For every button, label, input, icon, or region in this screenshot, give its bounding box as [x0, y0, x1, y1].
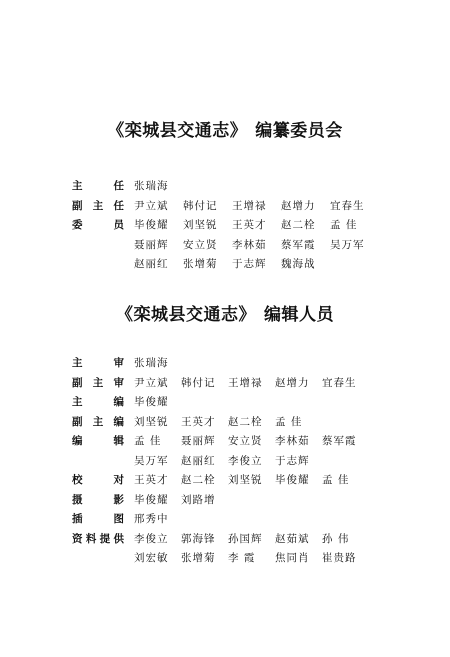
credit-row — [0, 471, 450, 491]
name-list — [134, 374, 369, 394]
person-name: 刘坚锐 — [134, 415, 169, 428]
name-list — [134, 471, 369, 491]
committee-list — [0, 177, 450, 275]
person-name: 张增菊 — [183, 258, 218, 270]
person-name: 赵增力 — [275, 376, 310, 389]
person-name: 李 霞 — [228, 552, 256, 564]
credit-row — [0, 549, 450, 569]
credit-row — [0, 177, 450, 197]
person-name: 刘路增 — [181, 493, 216, 506]
person-name: 张增菊 — [181, 552, 216, 564]
person-name: 毕俊耀 — [134, 219, 169, 231]
name-list — [134, 393, 181, 413]
name-list — [134, 354, 181, 374]
person-name: 赵增力 — [281, 199, 316, 212]
credit-row — [0, 255, 450, 275]
name-list — [134, 413, 322, 433]
person-name: 李俊立 — [134, 532, 169, 545]
role-label: 副 主 任 — [72, 199, 124, 212]
person-name: 李俊立 — [228, 454, 263, 467]
role-label: 插 图 — [72, 513, 124, 525]
person-name: 崔贵路 — [322, 552, 357, 564]
credit-row — [0, 530, 450, 550]
person-name: 王增禄 — [228, 376, 263, 389]
role-label: 校 对 — [72, 474, 124, 486]
person-name: 刘坚锐 — [228, 474, 263, 486]
role-label: 副 主 审 — [72, 376, 124, 389]
credit-row — [0, 374, 450, 394]
person-name: 李林茹 — [275, 435, 310, 447]
person-name: 刘坚锐 — [183, 219, 218, 231]
person-name: 韩付记 — [183, 199, 218, 212]
person-name: 焦同肖 — [275, 552, 310, 564]
role-label: 主 审 — [72, 357, 124, 369]
role-label: 副 主 编 — [72, 415, 124, 428]
name-list — [134, 216, 379, 236]
credit-row — [0, 432, 450, 452]
credit-row — [0, 197, 450, 217]
credit-row — [0, 216, 450, 236]
person-name: 魏海战 — [281, 258, 316, 270]
person-name: 赵二栓 — [281, 219, 316, 231]
name-list — [134, 452, 322, 472]
editors-title — [0, 300, 450, 325]
role-label: 委 员 — [72, 219, 124, 231]
person-name: 孟 佳 — [275, 415, 303, 428]
name-list — [134, 236, 379, 256]
person-name: 赵茹斌 — [275, 532, 310, 545]
credit-row — [0, 413, 450, 433]
person-name: 张瑞海 — [134, 357, 169, 369]
person-name: 孟 佳 — [134, 435, 162, 447]
person-name: 宜春生 — [322, 376, 357, 389]
role-label: 资 料 提 供 — [72, 532, 124, 545]
person-name: 赵丽红 — [181, 454, 216, 467]
name-list — [134, 432, 369, 452]
person-name: 赵二栓 — [181, 474, 216, 486]
person-name: 邢秀中 — [134, 513, 169, 525]
person-name: 王英才 — [232, 219, 267, 231]
name-list — [134, 549, 369, 569]
person-name: 刘宏敏 — [134, 552, 169, 564]
name-list — [134, 177, 183, 197]
person-name: 赵丽红 — [134, 258, 169, 270]
person-name: 王英才 — [181, 415, 216, 428]
person-name: 赵二栓 — [228, 415, 263, 428]
name-list — [134, 255, 330, 275]
name-list — [134, 510, 181, 530]
person-name: 宜春生 — [330, 199, 365, 212]
person-name: 聂丽辉 — [181, 435, 216, 447]
person-name: 毕俊耀 — [134, 493, 169, 506]
person-name: 蔡军霞 — [322, 435, 357, 447]
role-label: 摄 影 — [72, 493, 124, 506]
name-list — [134, 197, 379, 217]
credit-row — [0, 452, 450, 472]
person-name: 尹立斌 — [134, 376, 169, 389]
person-name: 孟 佳 — [322, 474, 350, 486]
person-name: 于志辉 — [275, 454, 310, 467]
person-name: 安立贤 — [183, 238, 218, 251]
person-name: 张瑞海 — [134, 180, 169, 192]
person-name: 孙国辉 — [228, 532, 263, 545]
editors-title-book: 《栾城县交通志》 — [116, 305, 256, 325]
credit-row — [0, 236, 450, 256]
person-name: 毕俊耀 — [275, 474, 310, 486]
credit-row — [0, 491, 450, 511]
role-label: 主 编 — [72, 396, 124, 408]
committee-title-book: 《栾城县交通志》 — [107, 121, 248, 141]
credit-row — [0, 354, 450, 374]
person-name: 王英才 — [134, 474, 169, 486]
name-list — [134, 530, 369, 550]
person-name: 毕俊耀 — [134, 396, 169, 408]
person-name: 安立贤 — [228, 435, 263, 447]
person-name: 韩付记 — [181, 376, 216, 389]
editors-list — [0, 354, 450, 569]
committee-title-suffix: 编纂委员会 — [255, 121, 343, 141]
person-name: 李林茹 — [232, 238, 267, 251]
person-name: 孙 伟 — [322, 532, 350, 545]
person-name: 吴万军 — [330, 238, 365, 251]
credit-row — [0, 393, 450, 413]
role-label: 主 任 — [72, 180, 124, 192]
person-name: 孟 佳 — [330, 219, 358, 231]
person-name: 王增禄 — [232, 199, 267, 212]
person-name: 蔡军霞 — [281, 238, 316, 251]
person-name: 聂丽辉 — [134, 238, 169, 251]
committee-title — [0, 116, 450, 141]
role-label: 编 辑 — [72, 435, 124, 447]
credit-row — [0, 510, 450, 530]
editors-title-suffix: 编辑人员 — [264, 305, 334, 325]
name-list — [134, 491, 228, 511]
person-name: 郭海锋 — [181, 532, 216, 545]
person-name: 尹立斌 — [134, 199, 169, 212]
person-name: 吴万军 — [134, 454, 169, 467]
person-name: 于志辉 — [232, 258, 267, 270]
